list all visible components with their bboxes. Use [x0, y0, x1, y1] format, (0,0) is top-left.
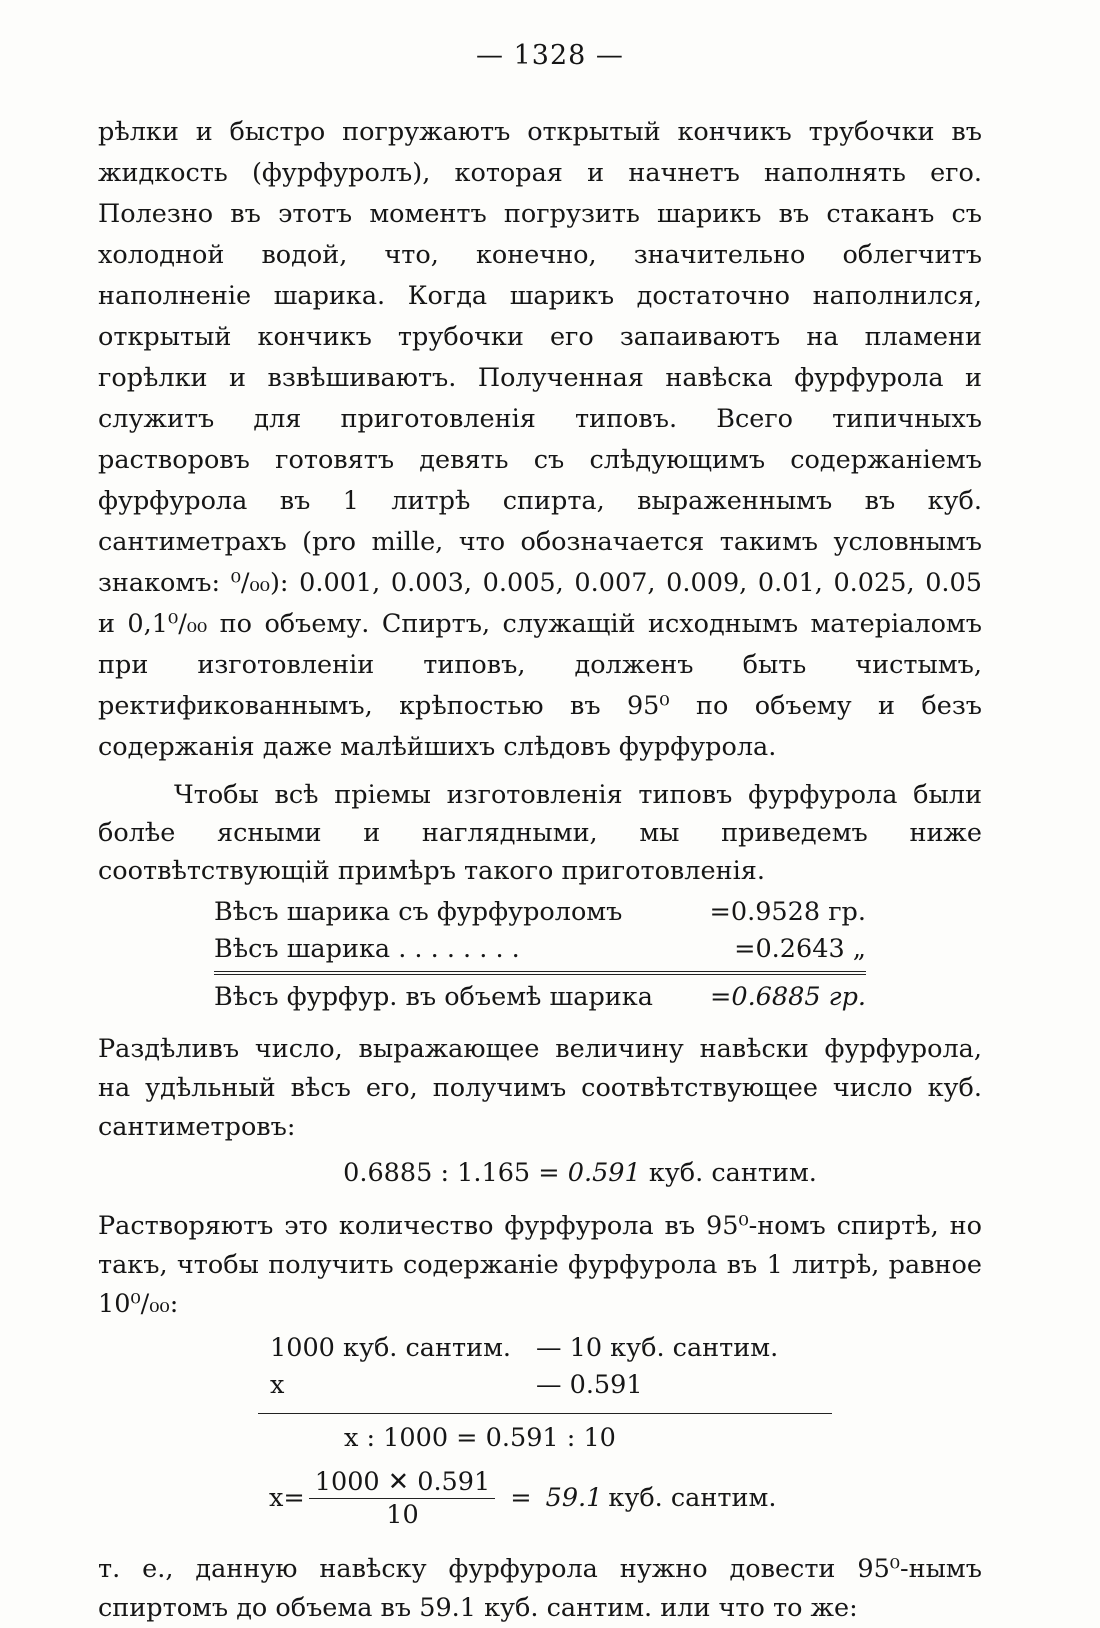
proportion-left: x [270, 1370, 285, 1400]
paragraph-1: рѣлки и быстро погружаютъ открытый кончикъ трубочки въ жидкость (фурфуролъ), которая и начнетъ наполнять его. Полезно въ этотъ моментъ погрузить шарикъ въ стаканъ съ холодной водой, что, конечно, значительно облегчитъ наполненіе шарика. Когда шарикъ достаточно наполнился, открытый кончикъ трубочки его запаиваютъ на пламени горѣлки и взвѣшиваютъ. Полученная навѣска фурфурола и служитъ для приготовленія типовъ. Всего типичныхъ растворовъ готовятъ девять съ слѣдующимъ содержаніемъ фурфурола въ 1 литрѣ спирта, выраженнымъ въ куб. сантиметрахъ (pro mille, что обозначается такимъ условнымъ знакомъ: ⁰/₀₀): 0.001, 0.003, 0.005, 0.007, 0.009, 0.01, 0.025, 0.05 и 0,1⁰/₀₀ по объему. Спиртъ, служащій исходнымъ матеріаломъ при изготовленіи типовъ, долженъ быть чистымъ, ректификованнымъ, крѣпостью въ 95⁰ по объему и безъ содержанія даже малѣйшихъ слѣдовъ фурфурола. [98, 117, 982, 762]
fraction-formula [269, 1462, 982, 1534]
weight-value: =0.6885 гр. [709, 982, 866, 1012]
fraction-denominator: 10 [386, 1499, 419, 1530]
fraction-unit: куб. сантим. [608, 1483, 777, 1513]
proportion-row-2 [98, 1367, 982, 1404]
page-body [98, 112, 982, 1628]
fraction-numerator: 1000 ✕ 0.591 [314, 1466, 491, 1497]
weight-row-ball-with-furfurol [214, 894, 866, 931]
weight-row-ball [214, 931, 866, 968]
fraction-result: 59.1 [545, 1483, 603, 1513]
proportion-rule [258, 1413, 832, 1414]
fraction [309, 1466, 496, 1531]
proportion-right: — 10 куб. сантим. [536, 1333, 779, 1363]
proportion-left: 1000 куб. сантим. [270, 1333, 512, 1363]
paragraph-5: т. е., данную навѣску фурфурола нужно довести 95⁰-нымъ спиртомъ до объема въ 59.1 куб. сантим. или что то же: [98, 1554, 982, 1623]
weight-label: Вѣсъ шарика съ фурфуроломъ [214, 897, 623, 927]
page-number: — 1328 — [476, 40, 624, 71]
paragraph-3: Раздѣливъ число, выражающее величину навѣски фурфурола, на удѣльный вѣсъ его, получимъ соотвѣтствующее число куб. сантиметровъ: [98, 1034, 982, 1142]
weight-label: Вѣсъ фурфур. въ объемѣ шарика [214, 982, 653, 1012]
fraction-lhs: x= [269, 1483, 305, 1513]
division-result: 0.591 [567, 1158, 641, 1188]
fraction-equals: = [510, 1483, 532, 1513]
subtraction-rule [214, 974, 866, 975]
proportion-calculation [98, 1330, 982, 1460]
division-expression: 0.6885 : 1.165 = [343, 1158, 560, 1188]
weight-value: =0.2643 „ [734, 934, 866, 964]
subtraction-rule [214, 971, 866, 972]
proportion-result: x : 1000 = 0.591 : 10 [344, 1423, 616, 1453]
weight-value: =0.9528 гр. [709, 897, 866, 927]
weight-label: Вѣсъ шарика . . . . . . . . [214, 934, 520, 964]
paragraph-4: Растворяютъ это количество фурфурола въ 95⁰-номъ спиртѣ, но такъ, чтобы получить содержаніе фурфурола въ 1 литрѣ, равное 10⁰/₀₀: [98, 1211, 982, 1319]
proportion-row-1 [98, 1330, 982, 1367]
division-unit: куб. сантим. [648, 1158, 817, 1188]
weight-row-result [214, 977, 866, 1014]
proportion-right: — 0.591 [536, 1370, 643, 1400]
paragraph-2: Чтобы всѣ пріемы изготовленія типовъ фурфурола были болѣе ясными и наглядными, мы приведемъ ниже соотвѣтствующій примѣръ такого приготовленія. [98, 780, 982, 886]
division-formula [178, 1153, 982, 1193]
weight-calculation [214, 894, 866, 1014]
